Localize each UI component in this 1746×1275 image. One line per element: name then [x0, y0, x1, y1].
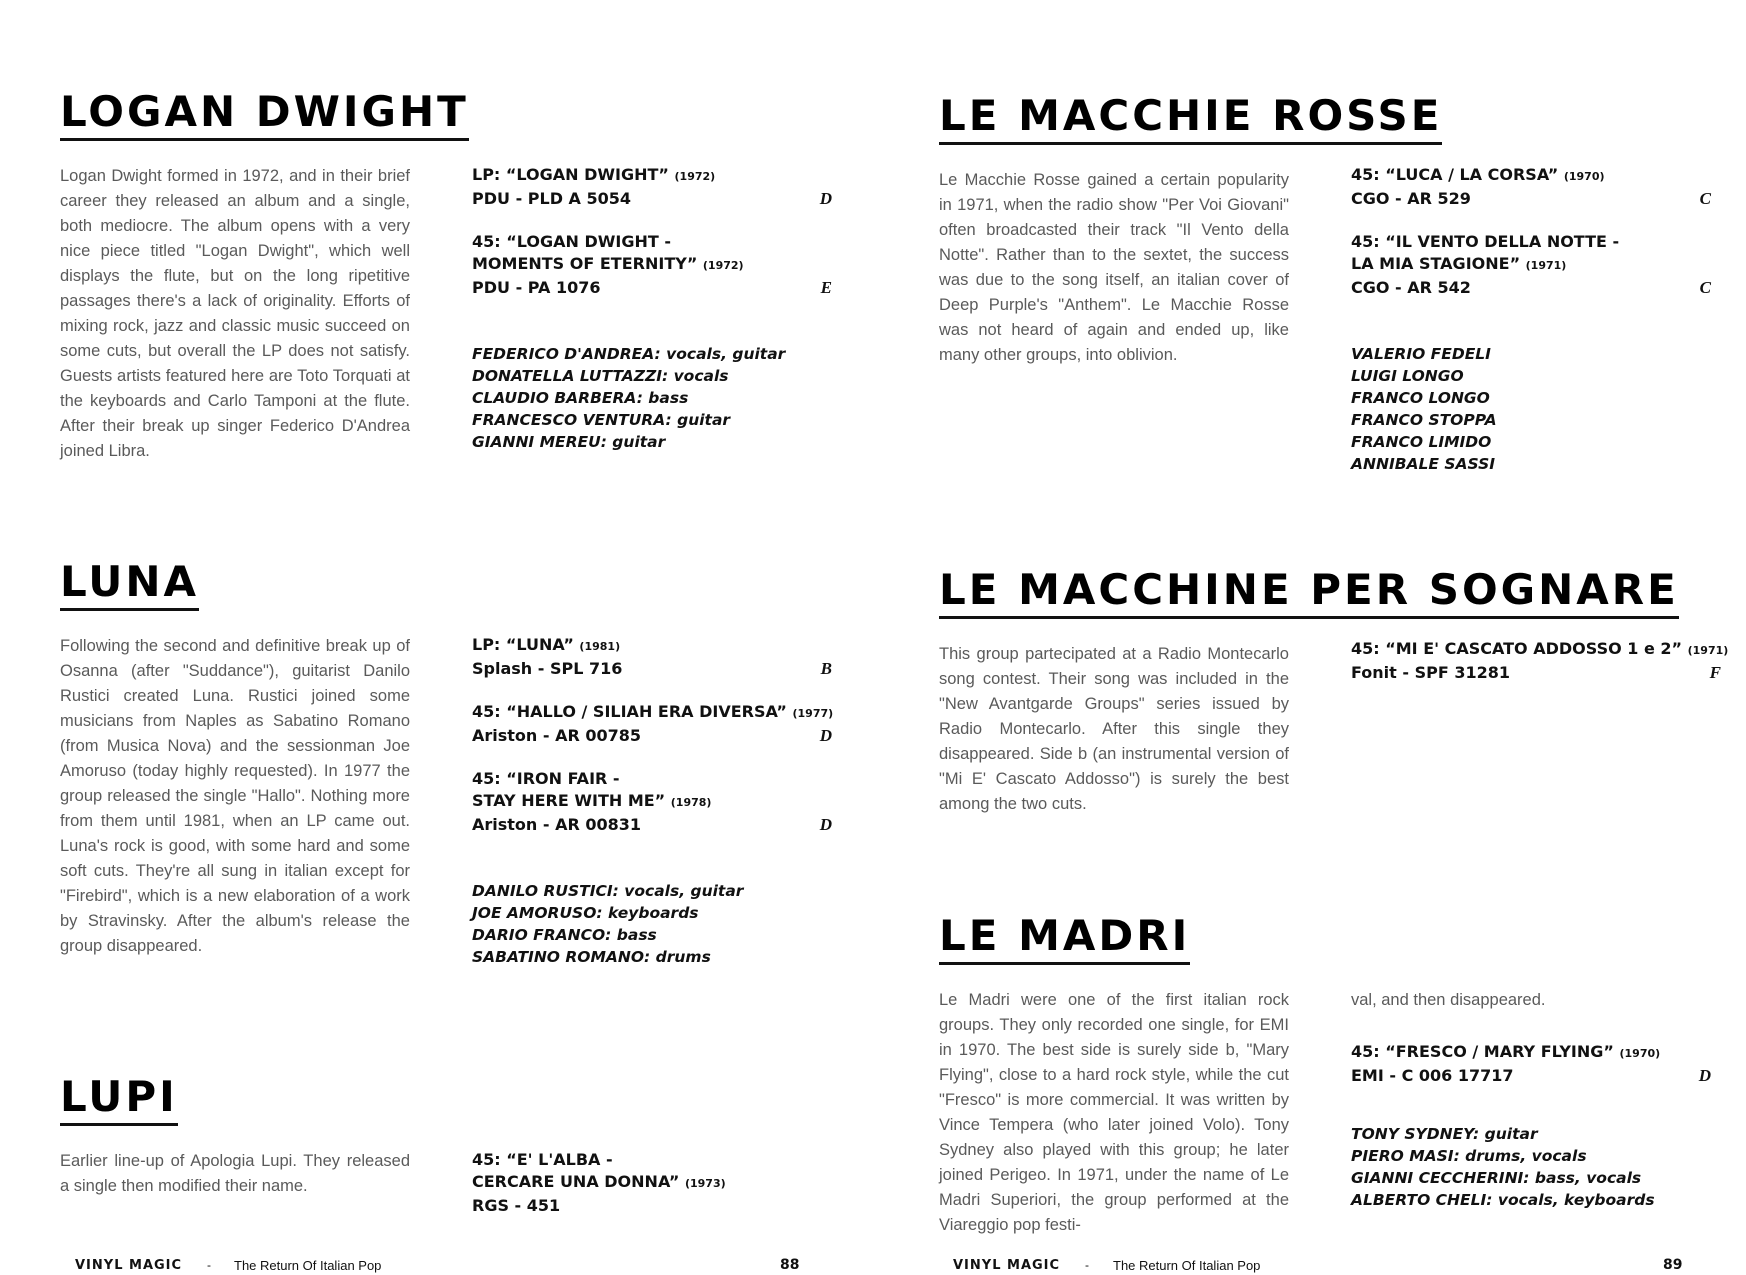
record-title: 45: “MI E' CASCATO ADDOSSO 1 e 2” (1971) [1351, 639, 1729, 658]
biography-continued: val, and then disappeared. [1351, 991, 1546, 1009]
right-page [873, 0, 1746, 1275]
magazine-name: VINYL MAGIC [75, 1258, 183, 1273]
record-year: (1978) [670, 796, 712, 809]
discography [472, 1149, 832, 1238]
discography [1351, 164, 1711, 475]
member: GIANNI CECCHERINI: bass, vocals [1351, 1169, 1642, 1187]
member: JOE AMORUSO: keyboards [472, 904, 699, 922]
member: FRANCESCO VENTURA: guitar [472, 411, 731, 429]
member: ANNIBALE SASSI [1351, 455, 1496, 473]
record-title: 45: “IL VENTO DELLA NOTTE - [1351, 232, 1620, 251]
member: SABATINO ROMANO: drums [472, 948, 711, 966]
entry-biography: Le Macchie Rosse gained a certain popularity in 1971, when the radio show "Per Voi Giovani" often broadcasted their track "Il Vento della Notte". Rather than to the sextet, the success was due to the song itself, an italian cover of Deep Purple's "Anthem". Le Macchie Rosse was not heard of again and ended up, like many other groups, into oblivion. [939, 171, 1289, 364]
member: ALBERTO CHELI: vocals, keyboards [1351, 1191, 1655, 1209]
record [472, 164, 832, 210]
member-list [472, 880, 832, 968]
record-catalog: PDU - PA 1076 E [472, 278, 832, 297]
footer-separator: - [1085, 1258, 1089, 1272]
page-number: 88 [780, 1257, 800, 1273]
member: FRANCO LIMIDO [1351, 433, 1492, 451]
record-year: (1970) [1563, 170, 1605, 183]
magazine-subtitle: The Return Of Italian Pop [1113, 1258, 1261, 1273]
page-footer [873, 1251, 1746, 1275]
entry-biography: This group partecipated at a Radio Montecarlo song contest. Their song was included in the "New Avantgarde Groups" series issued by Radio Montecarlo. After this single they disappeared. Side b (an instrumental version of "Mi E' Cascato Addosso") is surely the best among the two cuts. [939, 645, 1289, 813]
record [472, 634, 832, 680]
entry-title: LOGAN DWIGHT [60, 88, 469, 141]
record-catalog: PDU - PLD A 5054 D [472, 189, 832, 208]
member: PIERO MASI: drums, vocals [1351, 1147, 1587, 1165]
entry-biography: Le Madri were one of the first italian rock groups. They only recorded one single, for EMI in 1970. The best side is surely side b, "Mary Flying", close to a hard rock style, while the cut "Fresco" is more commercial. It was written by Vince Tempera (who later joined Volo). Tony Sydney also played with this group; he later joined Perigeo. In 1971, under the name of Le Madri Superiori, the group performed at the Viareggio pop festi- [939, 991, 1289, 1234]
page-number: 89 [1663, 1257, 1683, 1273]
record [1351, 1041, 1711, 1087]
magazine-subtitle: The Return Of Italian Pop [234, 1258, 382, 1273]
record-title-continued: MOMENTS OF ETERNITY” (1972) [472, 254, 744, 273]
member: FEDERICO D'ANDREA: vocals, guitar [472, 345, 786, 363]
entry-title: LUNA [60, 558, 199, 611]
entry-biography: Following the second and definitive break up of Osanna (after "Suddance"), guitarist Danilo Rustici created Luna. Rustici joined some musicians from Naples as Sabatino Romano (from Musica Nova) and the sessionman Joe Amoruso (today highly requested). In 1977 the group released the single "Hallo". Nothing more from them until 1981, when an LP came out. Luna's rock is good, with some hard and some soft cuts. They're all sung in italian except for "Firebird", which is a new elaboration of a work by Stravinsky. After the album's release the group disappeared. [60, 637, 410, 955]
discography [1351, 638, 1729, 705]
member: LUIGI LONGO [1351, 367, 1464, 385]
record-year: (1972) [702, 259, 744, 272]
discography [472, 164, 832, 453]
entry-biography: Earlier line-up of Apologia Lupi. They released a single then modified their name. [60, 1152, 410, 1195]
member: DARIO FRANCO: bass [472, 926, 657, 944]
entry-title: LUPI [60, 1073, 178, 1126]
record [1351, 164, 1711, 210]
record-catalog: CGO - AR 529 C [1351, 189, 1711, 208]
member: FRANCO LONGO [1351, 389, 1490, 407]
record-title: 45: “E' L'ALBA - [472, 1150, 613, 1169]
record [472, 231, 832, 299]
entry-title: LE MACCHIE ROSSE [939, 92, 1442, 145]
record-rating: D [819, 189, 832, 208]
record-year: (1977) [792, 707, 834, 720]
page-footer [0, 1251, 873, 1275]
record-title: 45: “FRESCO / MARY FLYING” (1970) [1351, 1042, 1661, 1061]
record-catalog: Fonit - SPF 31281 F [1351, 663, 1721, 682]
record-rating: C [1699, 189, 1711, 208]
record [472, 1149, 832, 1217]
record-rating: B [820, 659, 832, 678]
record [1351, 231, 1711, 299]
member: DONATELLA LUTTAZZI: vocals [472, 367, 729, 385]
record-title: 45: “LUCA / LA CORSA” (1970) [1351, 165, 1605, 184]
record-title: 45: “LOGAN DWIGHT - [472, 232, 671, 251]
member-list [1351, 343, 1711, 475]
record-rating: D [819, 726, 832, 745]
record-catalog: Ariston - AR 00831 D [472, 815, 832, 834]
member: TONY SYDNEY: guitar [1351, 1125, 1538, 1143]
record-catalog: RGS - 451 [472, 1196, 561, 1215]
record [1351, 638, 1729, 684]
record-rating: E [820, 278, 832, 297]
record-catalog: Ariston - AR 00785 D [472, 726, 832, 745]
entry-biography: Logan Dwight formed in 1972, and in their brief career they released an album and a single, both mediocre. The album opens with a very nice piece titled "Logan Dwight", which well displays the flute, but on the long ripetitive passages there's a lack of originality. Efforts of mixing rock, jazz and classic music succeed on some cuts, but overall the LP does not satisfy. Guests artists featured here are Toto Torquati at the keyboards and Carlo Tamponi at the flute. After their break up singer Federico D'Andrea joined Libra. [60, 167, 410, 460]
record-title: LP: “LUNA” (1981) [472, 635, 621, 654]
record-title: 45: “IRON FAIR - [472, 769, 620, 788]
member: CLAUDIO BARBERA: bass [472, 389, 689, 407]
record-year: (1981) [579, 640, 621, 653]
record-title-continued: STAY HERE WITH ME” (1978) [472, 791, 712, 810]
record [472, 701, 832, 747]
record-title: 45: “HALLO / SILIAH ERA DIVERSA” (1977) [472, 702, 834, 721]
member-list [1351, 1123, 1711, 1211]
record-rating: F [1709, 663, 1721, 682]
record-catalog: Splash - SPL 716 B [472, 659, 832, 678]
record-title-continued: LA MIA STAGIONE” (1971) [1351, 254, 1567, 273]
member: VALERIO FEDELI [1351, 345, 1491, 363]
entry-title: LE MADRI [939, 912, 1190, 965]
record-year: (1971) [1525, 259, 1567, 272]
record-rating: C [1699, 278, 1711, 297]
record-year: (1971) [1687, 644, 1729, 657]
discography [472, 634, 832, 968]
record-rating: D [819, 815, 832, 834]
record [472, 768, 832, 836]
entry-title: LE MACCHINE PER SOGNARE [939, 566, 1679, 619]
record-catalog: CGO - AR 542 C [1351, 278, 1711, 297]
record-year: (1972) [674, 170, 716, 183]
member: DANILO RUSTICI: vocals, guitar [472, 882, 744, 900]
record-title: LP: “LOGAN DWIGHT” (1972) [472, 165, 716, 184]
record-catalog: EMI - C 006 17717 D [1351, 1066, 1711, 1085]
record-year: (1973) [684, 1177, 726, 1190]
record-title-continued: CERCARE UNA DONNA” (1973) [472, 1172, 726, 1191]
member: FRANCO STOPPA [1351, 411, 1497, 429]
magazine-name: VINYL MAGIC [953, 1258, 1061, 1273]
member: GIANNI MEREU: guitar [472, 433, 666, 451]
discography [1351, 988, 1711, 1211]
record-year: (1970) [1619, 1047, 1661, 1060]
footer-separator: - [207, 1258, 211, 1272]
record-rating: D [1698, 1066, 1711, 1085]
member-list [472, 343, 832, 453]
